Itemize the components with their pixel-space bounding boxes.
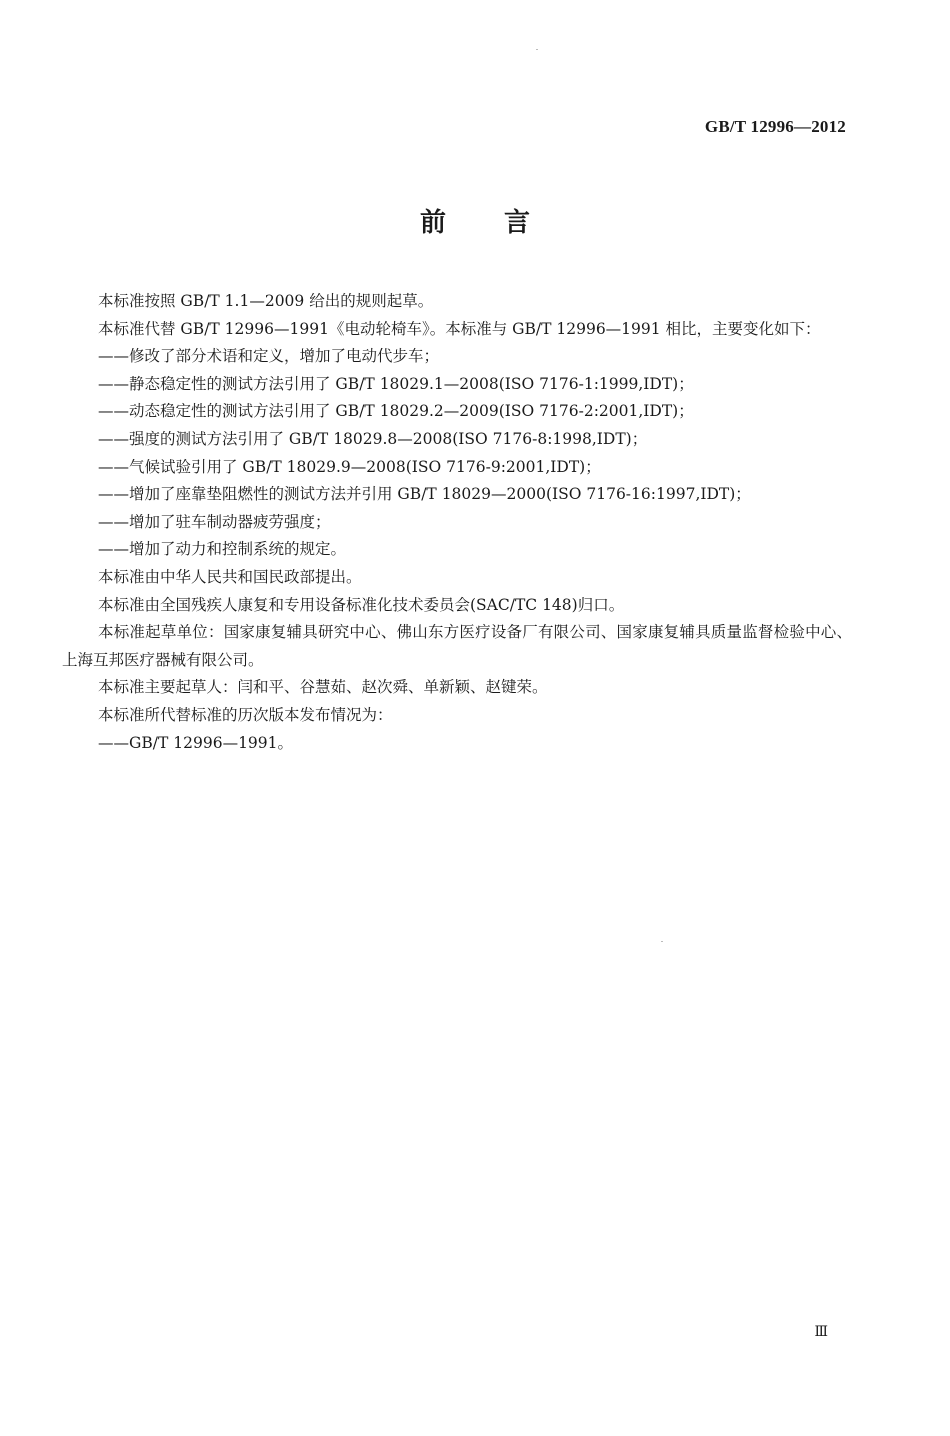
page-title: 前言 [419, 208, 588, 238]
foreword-body [62, 288, 852, 757]
paragraph-drafters: 本标准主要起草人：闫和平、谷慧茹、赵次舜、单新颖、赵键荣。 [98, 678, 548, 697]
list-item-dynamic-stability: ——动态稳定性的测试方法引用了 GB/T 18029.2—2009(ISO 7176-2:2001,IDT)； [98, 402, 694, 421]
scan-speck [536, 49, 538, 50]
scan-speck [661, 941, 663, 942]
list-item-power-control: ——增加了动力和控制系统的规定。 [98, 540, 347, 559]
paragraph-previous-editions: 本标准所代替标准的历次版本发布情况为： [98, 705, 393, 724]
list-item-static-stability: ——静态稳定性的测试方法引用了 GB/T 18029.1—2008(ISO 7176-1:1999,IDT)； [98, 374, 694, 393]
standard-code: GB/T 12996—2012 [704, 117, 846, 136]
list-item-flammability: ——增加了座靠垫阻燃性的测试方法并引用 GB/T 18029—2000(ISO 7176-16:1997,IDT)； [98, 485, 751, 504]
paragraph-proposer: 本标准由中华人民共和国民政部提出。 [98, 567, 362, 586]
paragraph-technical-committee: 本标准由全国残疾人康复和专用设备标准化技术委员会(SAC/TC 148)归口。 [98, 595, 625, 614]
list-item-climate-test: ——气候试验引用了 GB/T 18029.9—2008(ISO 7176-9:2001,IDT)； [98, 457, 601, 476]
list-item-parking-brake: ——增加了驻车制动器疲劳强度； [98, 512, 331, 531]
paragraph-drafting-units: 本标准起草单位：国家康复辅具研究中心、佛山东方医疗设备厂有限公司、国家康复辅具质量监督检验中心、上海互邦医疗器械有限公司。 [62, 623, 852, 669]
list-item-previous-edition: ——GB/T 12996—1991。 [98, 733, 294, 752]
list-item-strength: ——强度的测试方法引用了 GB/T 18029.8—2008(ISO 7176-8:1998,IDT)； [98, 429, 648, 448]
paragraph-replacement: 本标准代替 GB/T 12996—1991《电动轮椅车》。本标准与 GB/T 12996—1991 相比，主要变化如下： [98, 319, 821, 338]
page-number: Ⅲ [814, 1324, 828, 1340]
paragraph-drafting-rules: 本标准按照 GB/T 1.1—2009 给出的规则起草。 [98, 292, 434, 310]
list-item-terms: ——修改了部分术语和定义，增加了电动代步车； [98, 347, 440, 366]
